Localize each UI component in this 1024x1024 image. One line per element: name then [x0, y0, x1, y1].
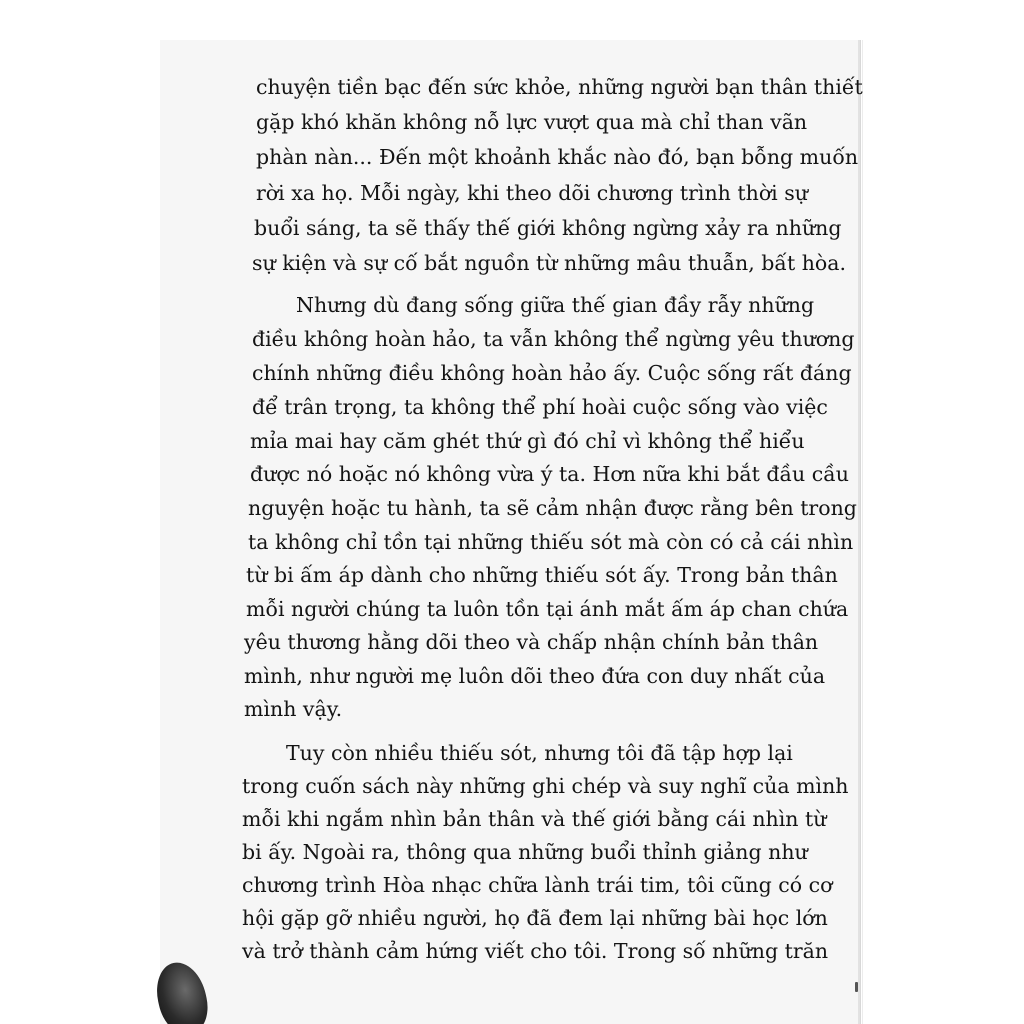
text-line: gặp khó khăn không nỗ lực vượt qua mà chỉ than vãn [256, 110, 808, 134]
text-line: buổi sáng, ta sẽ thấy thế giới không ngừng xảy ra những [254, 216, 842, 240]
text-line: chuyện tiền bạc đến sức khỏe, những người bạn thân thiết [256, 75, 863, 99]
text-line: mỗi người chúng ta luôn tồn tại ánh mắt ấm áp chan chứa [246, 597, 849, 621]
text-line: sự kiện và sự cố bắt nguồn từ những mâu thuẫn, bất hòa. [252, 251, 847, 275]
text-line: bi ấy. Ngoài ra, thông qua những buổi thỉnh giảng như [242, 840, 808, 864]
text-line: ta không chỉ tồn tại những thiếu sót mà còn có cả cái nhìn [248, 530, 854, 554]
page-edge [858, 40, 860, 1024]
text-line: Nhưng dù đang sống giữa thế gian đầy rẫy những [296, 293, 815, 317]
text-line: chính những điều không hoàn hảo ấy. Cuộc sống rất đáng [252, 361, 852, 385]
text-line: chương trình Hòa nhạc chữa lành trái tim, tôi cũng có cơ [242, 873, 833, 897]
text-line: hội gặp gỡ nhiều người, họ đã đem lại những bài học lớn [242, 906, 828, 930]
text-line: mình, như người mẹ luôn dõi theo đứa con duy nhất của [244, 664, 826, 688]
text-line: phàn nàn... Đến một khoảnh khắc nào đó, bạn bỗng muốn [256, 145, 859, 169]
text-line: mỉa mai hay căm ghét thứ gì đó chỉ vì không thể hiểu [250, 429, 805, 453]
text-line: từ bi ấm áp dành cho những thiếu sót ấy. Trong bản thân [246, 563, 838, 587]
text-line: trong cuốn sách này những ghi chép và suy nghĩ của mình [242, 774, 849, 798]
text-line: được nó hoặc nó không vừa ý ta. Hơn nữa khi bắt đầu cầu [250, 462, 850, 486]
text-line: nguyện hoặc tu hành, ta sẽ cảm nhận được rằng bên trong [248, 496, 857, 520]
text-line: yêu thương hằng dõi theo và chấp nhận chính bản thân [244, 630, 819, 654]
edge-mark [855, 982, 858, 992]
text-line: mỗi khi ngắm nhìn bản thân và thế giới bằng cái nhìn từ [242, 807, 827, 831]
page-edge-inner [862, 40, 863, 1024]
text-line: mình vậy. [244, 697, 343, 721]
text-line: điều không hoàn hảo, ta vẫn không thể ngừng yêu thương [252, 327, 855, 351]
text-line: rời xa họ. Mỗi ngày, khi theo dõi chương trình thời sự [256, 181, 808, 205]
text-line: để trân trọng, ta không thể phí hoài cuộc sống vào việc [252, 395, 828, 419]
text-line: Tuy còn nhiều thiếu sót, nhưng tôi đã tập hợp lại [286, 741, 793, 765]
text-line: và trở thành cảm hứng viết cho tôi. Trong số những trăn [242, 939, 829, 963]
